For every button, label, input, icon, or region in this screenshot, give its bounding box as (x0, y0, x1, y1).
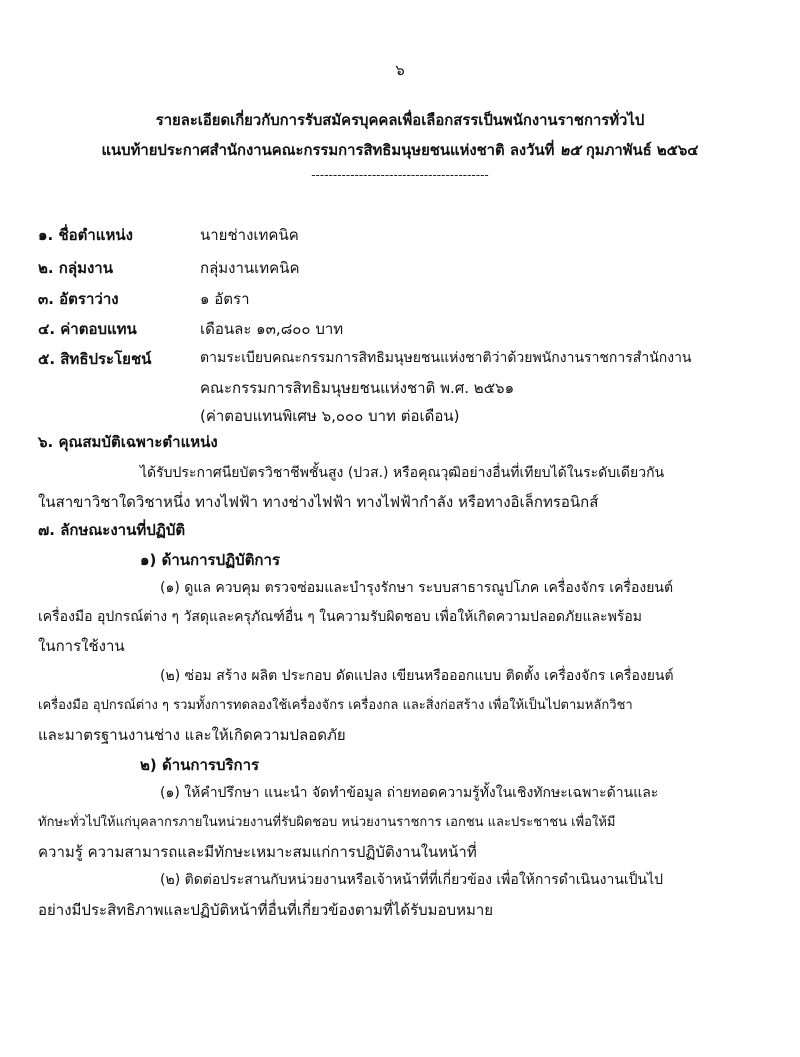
doc-title-line2 (0, 138, 800, 162)
field-label-vacancy: ๓. อัตราว่าง (38, 290, 119, 308)
title-prefix: แนบท้ายประกาศสำนักงานคณะกรรมการสิทธิมนุษยชนแห่งชาติ ลงวันที่ (101, 141, 555, 159)
handwritten-day: ๒๕ (559, 141, 581, 159)
field-value-salary: เดือนละ ๑๓,๘๐๐ บาท (200, 320, 344, 338)
field-value-position: นายช่างเทคนิค (200, 226, 299, 244)
sub1-item2-line3: และมาตรฐานงานช่าง และให้เกิดความปลอดภัย (38, 726, 346, 744)
sub2-item2-line1: (๒) ติดต่อประสานกับหน่วยงานหรือเจ้าหน้าที่ที่เกี่ยวข้อง เพื่อให้การดำเนินงานเป็นไป (160, 872, 664, 888)
field-value-benefits-line2: คณะกรรมการสิทธิมนุษยชนแห่งชาติ พ.ศ. ๒๕๖๑ (200, 379, 515, 397)
field-value-benefits-line3: (ค่าตอบแทนพิเศษ ๖,๐๐๐ บาท ต่อเดือน) (200, 407, 460, 425)
field-value-benefits-line1: ตามระเบียบคณะกรรมการสิทธิมนุษยชนแห่งชาติว่าด้วยพนักงานราชการสำนักงาน (200, 350, 692, 366)
field-value-vacancy: ๑ อัตรา (200, 290, 250, 308)
separator-line: ----------------------------------------- (311, 168, 489, 182)
sub2-item1-line1: (๑) ให้คำปรึกษา แนะนำ จัดทำข้อมูล ถ่ายทอดความรู้ทั้งในเชิงทักษะเฉพาะด้านและ (160, 785, 659, 801)
sub1-item1-line1: (๑) ดูแล ควบคุม ตรวจซ่อมและบำรุงรักษา ระบบสาธารณูปโภค เครื่องจักร เครื่องยนต์ (160, 580, 674, 596)
section7-sub1-heading: ๑) ด้านการปฏิบัติการ (140, 551, 280, 569)
section6-line2: ในสาขาวิชาใดวิชาหนึ่ง ทางไฟฟ้า ทางช่างไฟฟ้า ทางไฟฟ้ากำลัง หรือทางอิเล็กทรอนิกส์ (38, 493, 599, 511)
field-label-benefits: ๕. สิทธิประโยชน์ (38, 350, 152, 368)
section7-sub2-heading: ๒) ด้านการบริการ (140, 756, 260, 774)
sub1-item2-line2: เครื่องมือ อุปกรณ์ต่าง ๆ รวมทั้งการทดลองใช้เครื่องจักร เครื่องกล และสิ่งก่อสร้าง เพื่อให้เป็นไปตามหลักวิชา (38, 698, 633, 713)
field-value-group: กลุ่มงานเทคนิค (200, 259, 300, 277)
page-number: ๖ (395, 61, 405, 79)
section6-line1: ได้รับประกาศนียบัตรวิชาชีพชั้นสูง (ปวส.) หรือคุณวุฒิอย่างอื่นที่เทียบได้ในระดับเดียวกัน (140, 465, 665, 481)
field-label-position: ๑. ชื่อตำแหน่ง (38, 226, 133, 244)
sub2-item1-line3: ความรู้ ความสามารถและมีทักษะเหมาะสมแก่การปฏิบัติงานในหน้าที่ (38, 843, 477, 861)
doc-title-line1: รายละเอียดเกี่ยวกับการรับสมัครบุคคลเพื่อเลือกสรรเป็นพนักงานราชการทั่วไป (155, 111, 645, 129)
section6-heading: ๖. คุณสมบัติเฉพาะตำแหน่ง (38, 433, 218, 451)
field-label-salary: ๔. ค่าตอบแทน (38, 320, 137, 338)
sub1-item1-line2: เครื่องมือ อุปกรณ์ต่าง ๆ วัสดุและครุภัณฑ์อื่น ๆ ในความรับผิดชอบ เพื่อให้เกิดความปลอดภัยและพร้อม (38, 609, 642, 625)
title-suffix: กุมภาพันธ์ ๒๕๖๔ (585, 141, 699, 159)
sub2-item2-line2: อย่างมีประสิทธิภาพและปฏิบัติหน้าที่อื่นที่เกี่ยวข้องตามที่ได้รับมอบหมาย (38, 901, 494, 919)
section7-heading: ๗. ลักษณะงานที่ปฏิบัติ (38, 521, 186, 539)
field-label-group: ๒. กลุ่มงาน (38, 259, 113, 277)
sub1-item1-line3: ในการใช้งาน (38, 637, 125, 655)
sub1-item2-line1: (๒) ซ่อม สร้าง ผลิต ประกอบ ดัดแปลง เขียนหรือออกแบบ ติดตั้ง เครื่องจักร เครื่องยนต์ (160, 668, 674, 684)
sub2-item1-line2: ทักษะทั่วไปให้แก่บุคลากรภายในหน่วยงานที่รับผิดชอบ หน่วยงานราชการ เอกชน และประชาชน เพื่อให้มี (38, 815, 616, 830)
